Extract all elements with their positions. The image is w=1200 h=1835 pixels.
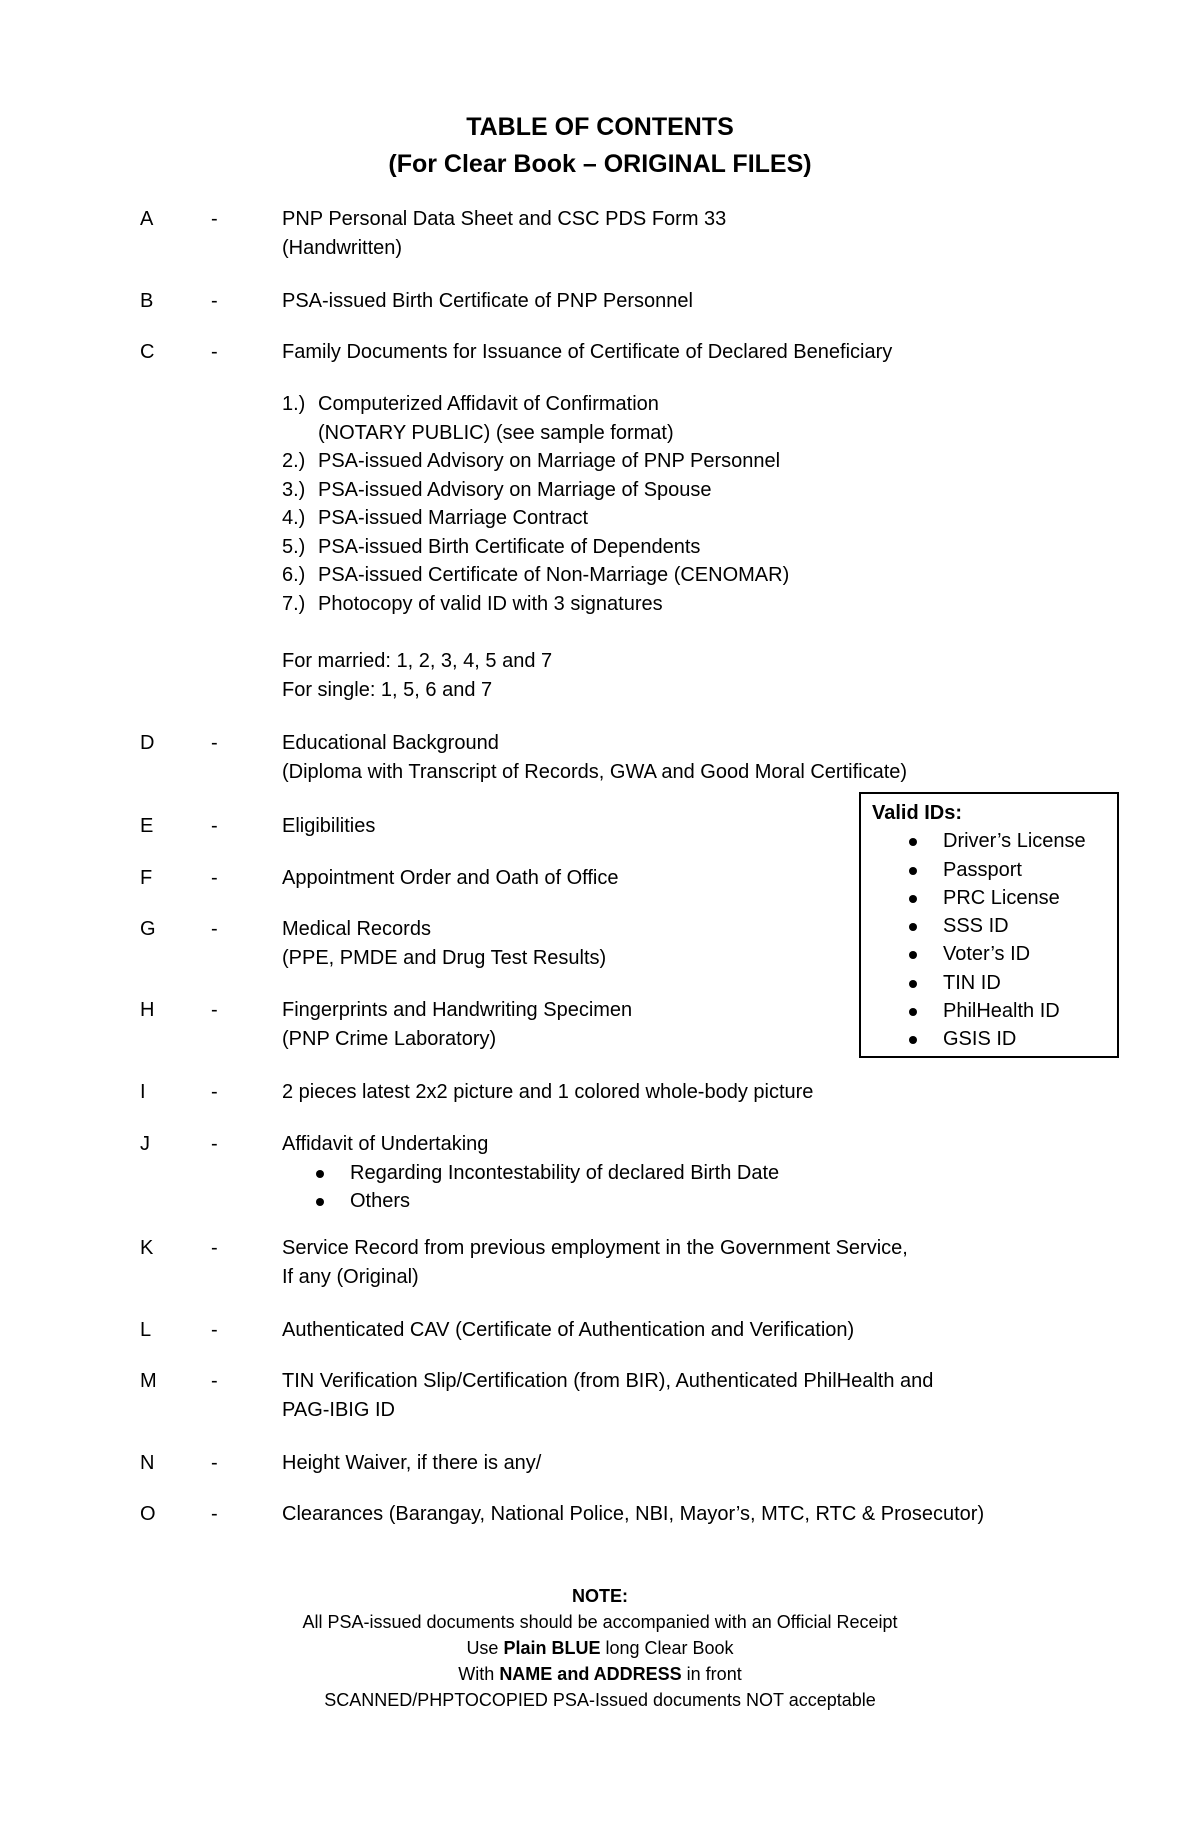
item-number: 3.) [282, 478, 306, 501]
list-item [282, 1187, 1042, 1216]
bullet-icon [909, 923, 917, 931]
list-item [282, 533, 789, 562]
entry-letter: K [140, 1237, 154, 1259]
list-item [872, 940, 1117, 968]
note-emphasis: NAME and ADDRESS [499, 1664, 682, 1684]
entry-text: 2 pieces latest 2x2 picture and 1 colored whole-body picture [282, 1081, 814, 1103]
item-number: 7.) [282, 592, 306, 615]
bullet-icon [316, 1198, 324, 1206]
list-item [872, 1025, 1117, 1053]
entry-text: Appointment Order and Oath of Office [282, 867, 619, 889]
item-text: PRC License [943, 886, 1060, 909]
entry-letter: J [140, 1133, 150, 1155]
document-subtitle: (For Clear Book – ORIGINAL FILES) [388, 150, 812, 178]
valid-ids-heading: Valid IDs: [872, 802, 963, 824]
entry-dash: - [211, 1133, 218, 1155]
bullet-icon [909, 1008, 917, 1016]
item-text: PhilHealth ID [943, 1000, 1060, 1023]
item-text: Voter’s ID [943, 943, 1031, 966]
list-item [872, 827, 1117, 855]
entry-letter: C [140, 341, 155, 363]
bullet-icon [909, 867, 917, 875]
list-item [282, 390, 789, 419]
entry-letter: M [140, 1370, 157, 1392]
valid-ids-box [859, 792, 1119, 1058]
bullet-icon [909, 951, 917, 959]
entry-dash: - [211, 1370, 218, 1392]
entry-dash: - [211, 867, 218, 889]
entry-dash: - [211, 341, 218, 363]
list-item [872, 856, 1117, 884]
item-text: PSA-issued Birth Certificate of Dependents [318, 535, 701, 558]
entry-text: (Handwritten) [282, 236, 403, 259]
entry-dash: - [211, 815, 218, 837]
note-text: long Clear Book [600, 1638, 734, 1658]
item-number: 1.) [282, 393, 306, 415]
entry-dash: - [211, 1319, 218, 1341]
entry-letter: D [140, 732, 155, 754]
entry-text: If any (Original) [282, 1265, 419, 1288]
item-text: GSIS ID [943, 1028, 1017, 1051]
list-item [282, 590, 789, 619]
list-item-continuation: (NOTARY PUBLIC) (see sample format) [318, 421, 674, 444]
bullet-icon [909, 1036, 917, 1044]
entry-letter: E [140, 815, 154, 837]
list-item [282, 476, 789, 505]
item-text: Passport [943, 858, 1022, 881]
entry-letter: A [140, 208, 154, 230]
entry-dash: - [211, 1503, 218, 1525]
note-line [0, 1661, 1200, 1687]
family-documents-list [282, 390, 789, 618]
entry-text: Clearances (Barangay, National Police, NBI, Mayor’s, MTC, RTC & Prosecutor) [282, 1503, 985, 1525]
note-text: Use [466, 1638, 504, 1658]
item-text: Driver’s License [943, 830, 1086, 853]
entry-text: Medical Records [282, 918, 431, 940]
item-text: PSA-issued Advisory on Marriage of PNP Personnel [318, 450, 781, 472]
entry-letter: F [140, 867, 153, 889]
note-heading: NOTE: [572, 1586, 628, 1606]
item-text: SSS ID [943, 915, 1009, 938]
entry-dash: - [211, 1081, 218, 1103]
entry-text: Family Documents for Issuance of Certificate of Declared Beneficiary [282, 341, 893, 363]
entry-letter: B [140, 290, 154, 312]
undertaking-bullet-list [282, 1159, 1042, 1216]
document-title: TABLE OF CONTENTS [466, 113, 734, 141]
note-line [0, 1635, 1200, 1661]
note-line: SCANNED/PHPTOCOPIED PSA-Issued documents NOT acceptable [324, 1690, 876, 1710]
list-item [282, 504, 789, 533]
entry-letter: O [140, 1503, 156, 1525]
bullet-icon [909, 838, 917, 846]
item-text: PSA-issued Marriage Contract [318, 507, 589, 529]
list-item [282, 1159, 1042, 1188]
bullet-icon [316, 1170, 324, 1178]
list-item [282, 447, 789, 476]
bullet-icon [909, 895, 917, 903]
item-text: Computerized Affidavit of Confirmation [318, 393, 659, 415]
item-text: Photocopy of valid ID with 3 signatures [318, 592, 663, 615]
note-line: All PSA-issued documents should be accompanied with an Official Receipt [302, 1612, 898, 1632]
list-item [872, 997, 1117, 1025]
note-text: in front [681, 1664, 742, 1684]
note-emphasis: Plain BLUE [503, 1638, 601, 1658]
entry-text: Affidavit of Undertaking [282, 1133, 489, 1155]
note-text: With [458, 1664, 500, 1684]
entry-dash: - [211, 732, 218, 754]
list-item [872, 969, 1117, 997]
note-section [0, 1583, 1200, 1713]
entry-dash: - [211, 208, 218, 230]
entry-text: Eligibilities [282, 815, 376, 837]
entry-dash: - [211, 999, 218, 1021]
entry-text: PSA-issued Birth Certificate of PNP Personnel [282, 290, 693, 312]
entry-letter: I [140, 1081, 146, 1103]
item-text: Others [350, 1190, 411, 1212]
bullet-icon [909, 980, 917, 988]
list-item [872, 884, 1117, 912]
item-text: TIN ID [943, 971, 1001, 994]
entry-letter: H [140, 999, 155, 1021]
entry-text: Height Waiver, if there is any/ [282, 1452, 542, 1474]
valid-ids-list [872, 827, 1117, 1053]
item-text: PSA-issued Certificate of Non-Marriage (CENOMAR) [318, 564, 790, 586]
entry-text: (Diploma with Transcript of Records, GWA and Good Moral Certificate) [282, 760, 908, 783]
entry-dash: - [211, 918, 218, 940]
entry-letter: L [140, 1319, 152, 1341]
item-number: 5.) [282, 535, 306, 558]
entry-text: Authenticated CAV (Certificate of Authentication and Verification) [282, 1319, 855, 1341]
entry-letter: N [140, 1452, 155, 1474]
entry-text: PNP Personal Data Sheet and CSC PDS Form 33 [282, 208, 727, 230]
entry-text: Fingerprints and Handwriting Specimen [282, 999, 633, 1021]
list-item [872, 912, 1117, 940]
entry-text: (PPE, PMDE and Drug Test Results) [282, 946, 607, 969]
entry-dash: - [211, 1452, 218, 1474]
item-text: PSA-issued Advisory on Marriage of Spouse [318, 478, 712, 501]
entry-text: Service Record from previous employment in the Government Service, [282, 1237, 908, 1259]
list-item [282, 561, 789, 590]
entry-text: (PNP Crime Laboratory) [282, 1027, 497, 1050]
single-requirement: For single: 1, 5, 6 and 7 [282, 678, 493, 701]
entry-text: Educational Background [282, 732, 499, 754]
entry-letter: G [140, 918, 156, 940]
item-text: Regarding Incontestability of declared Birth Date [350, 1161, 780, 1184]
family-docs-requirements [282, 647, 552, 704]
entry-dash: - [211, 1237, 218, 1259]
entry-text: TIN Verification Slip/Certification (from BIR), Authenticated PhilHealth and [282, 1370, 934, 1392]
entry-text: PAG-IBIG ID [282, 1398, 395, 1421]
entry-dash: - [211, 290, 218, 312]
item-number: 6.) [282, 564, 306, 586]
item-number: 2.) [282, 450, 306, 472]
item-number: 4.) [282, 507, 306, 529]
married-requirement: For married: 1, 2, 3, 4, 5 and 7 [282, 650, 553, 672]
